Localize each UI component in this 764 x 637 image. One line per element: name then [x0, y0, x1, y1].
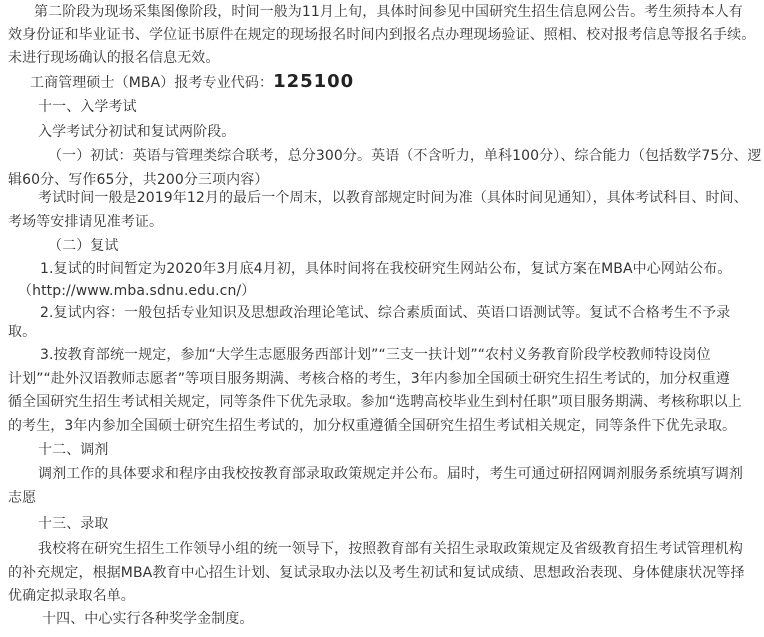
paragraph-line: 志愿	[8, 490, 37, 506]
section-heading: 十二、调剂	[38, 442, 109, 458]
subsection-heading: （二）复试	[48, 238, 119, 254]
paragraph-line: 的考生，3年内参加全国硕士研究生招生考试的，加分权重遵循全国研究生招生考试相关规定，同等条件下优先录取。	[8, 418, 737, 434]
section-heading: 十三、录取	[38, 516, 109, 532]
paragraph-line: 考试时间一般是2019年12月的最后一个周末，以教育部规定时间为准（具体时间见通知），具体考试科目、时间、	[38, 190, 748, 206]
paragraph-line: 循全国研究生招生考试相关规定，同等条件下优先录取。参加“选聘高校毕业生到村任职”项目服务期满、考核称职以上	[8, 394, 742, 410]
paragraph-line: 辑60分、写作65分，共200分三项内容）	[8, 172, 269, 188]
section-heading: 十一、入学考试	[38, 99, 137, 115]
paragraph-line: 1.复试的时间暂定为2020年3月底4月初，具体时间将在我校研究生网站公布，复试方案在MBA中心网站公布。	[40, 261, 732, 277]
paragraph-line: 调剂工作的具体要求和程序由我校按教育部录取政策规定并公布。届时，考生可通过研招网调剂服务系统填写调剂	[38, 466, 743, 482]
mba-code-label: 工商管理硕士（MBA）报考专业代码：	[30, 75, 274, 91]
paragraph-line: 效身份证和毕业证书、学位证书原件在规定的现场报名时间内到报名点办理现场验证、照相、校对报考信息等报名手续。	[8, 27, 756, 43]
paragraph-line: （一）初试：英语与管理类综合联考，总分300分。英语（不含听力，单科100分）、综合能力（包括数学75分、逻	[48, 148, 762, 164]
paragraph-line: 入学考试分初试和复试两阶段。	[38, 124, 236, 140]
paragraph-line: 2.复试内容：一般包括专业知识及思想政治理论笔试、综合素质面试、英语口语测试等。复试不合格考生不予录	[40, 305, 731, 321]
paragraph-line: 的补充规定，根据MBA教育中心招生计划、复试录取办法以及考生初试和复试成绩、思想政治表现、身体健康状况等择	[8, 565, 745, 581]
url-line: （http://www.mba.sdnu.edu.cn/）	[18, 283, 256, 299]
paragraph-line: 第二阶段为现场采集图像阶段，时间一般为11月上旬，具体时间参见中国研究生招生信息网公告。考生须持本人有	[34, 4, 743, 20]
paragraph-line: 未进行现场确认的报名信息无效。	[8, 50, 220, 66]
paragraph-line: 3.按教育部统一规定，参加“大学生志愿服务西部计划”“三支一扶计划”“农村义务教育阶段学校教师特设岗位	[40, 347, 711, 363]
paragraph-line: 考场等安排请见准考证。	[8, 214, 164, 230]
paragraph-line: 优确定拟录取名单。	[8, 588, 135, 604]
paragraph-line: 我校将在研究生招生工作领导小组的统一领导下，按照教育部有关招生录取政策规定及省级教育招生考试管理机构	[38, 541, 743, 557]
mba-code: 125100	[273, 71, 355, 92]
paragraph-line: 计划”“赴外汉语教师志愿者”等项目服务期满、考核合格的考生，3年内参加全国硕士研究生招生考试的，加分权重遵	[8, 371, 730, 387]
section-heading: 十四、中心实行各种奖学金制度。	[42, 611, 254, 627]
mba-code-line	[30, 72, 354, 93]
paragraph-line: 取。	[8, 324, 37, 340]
